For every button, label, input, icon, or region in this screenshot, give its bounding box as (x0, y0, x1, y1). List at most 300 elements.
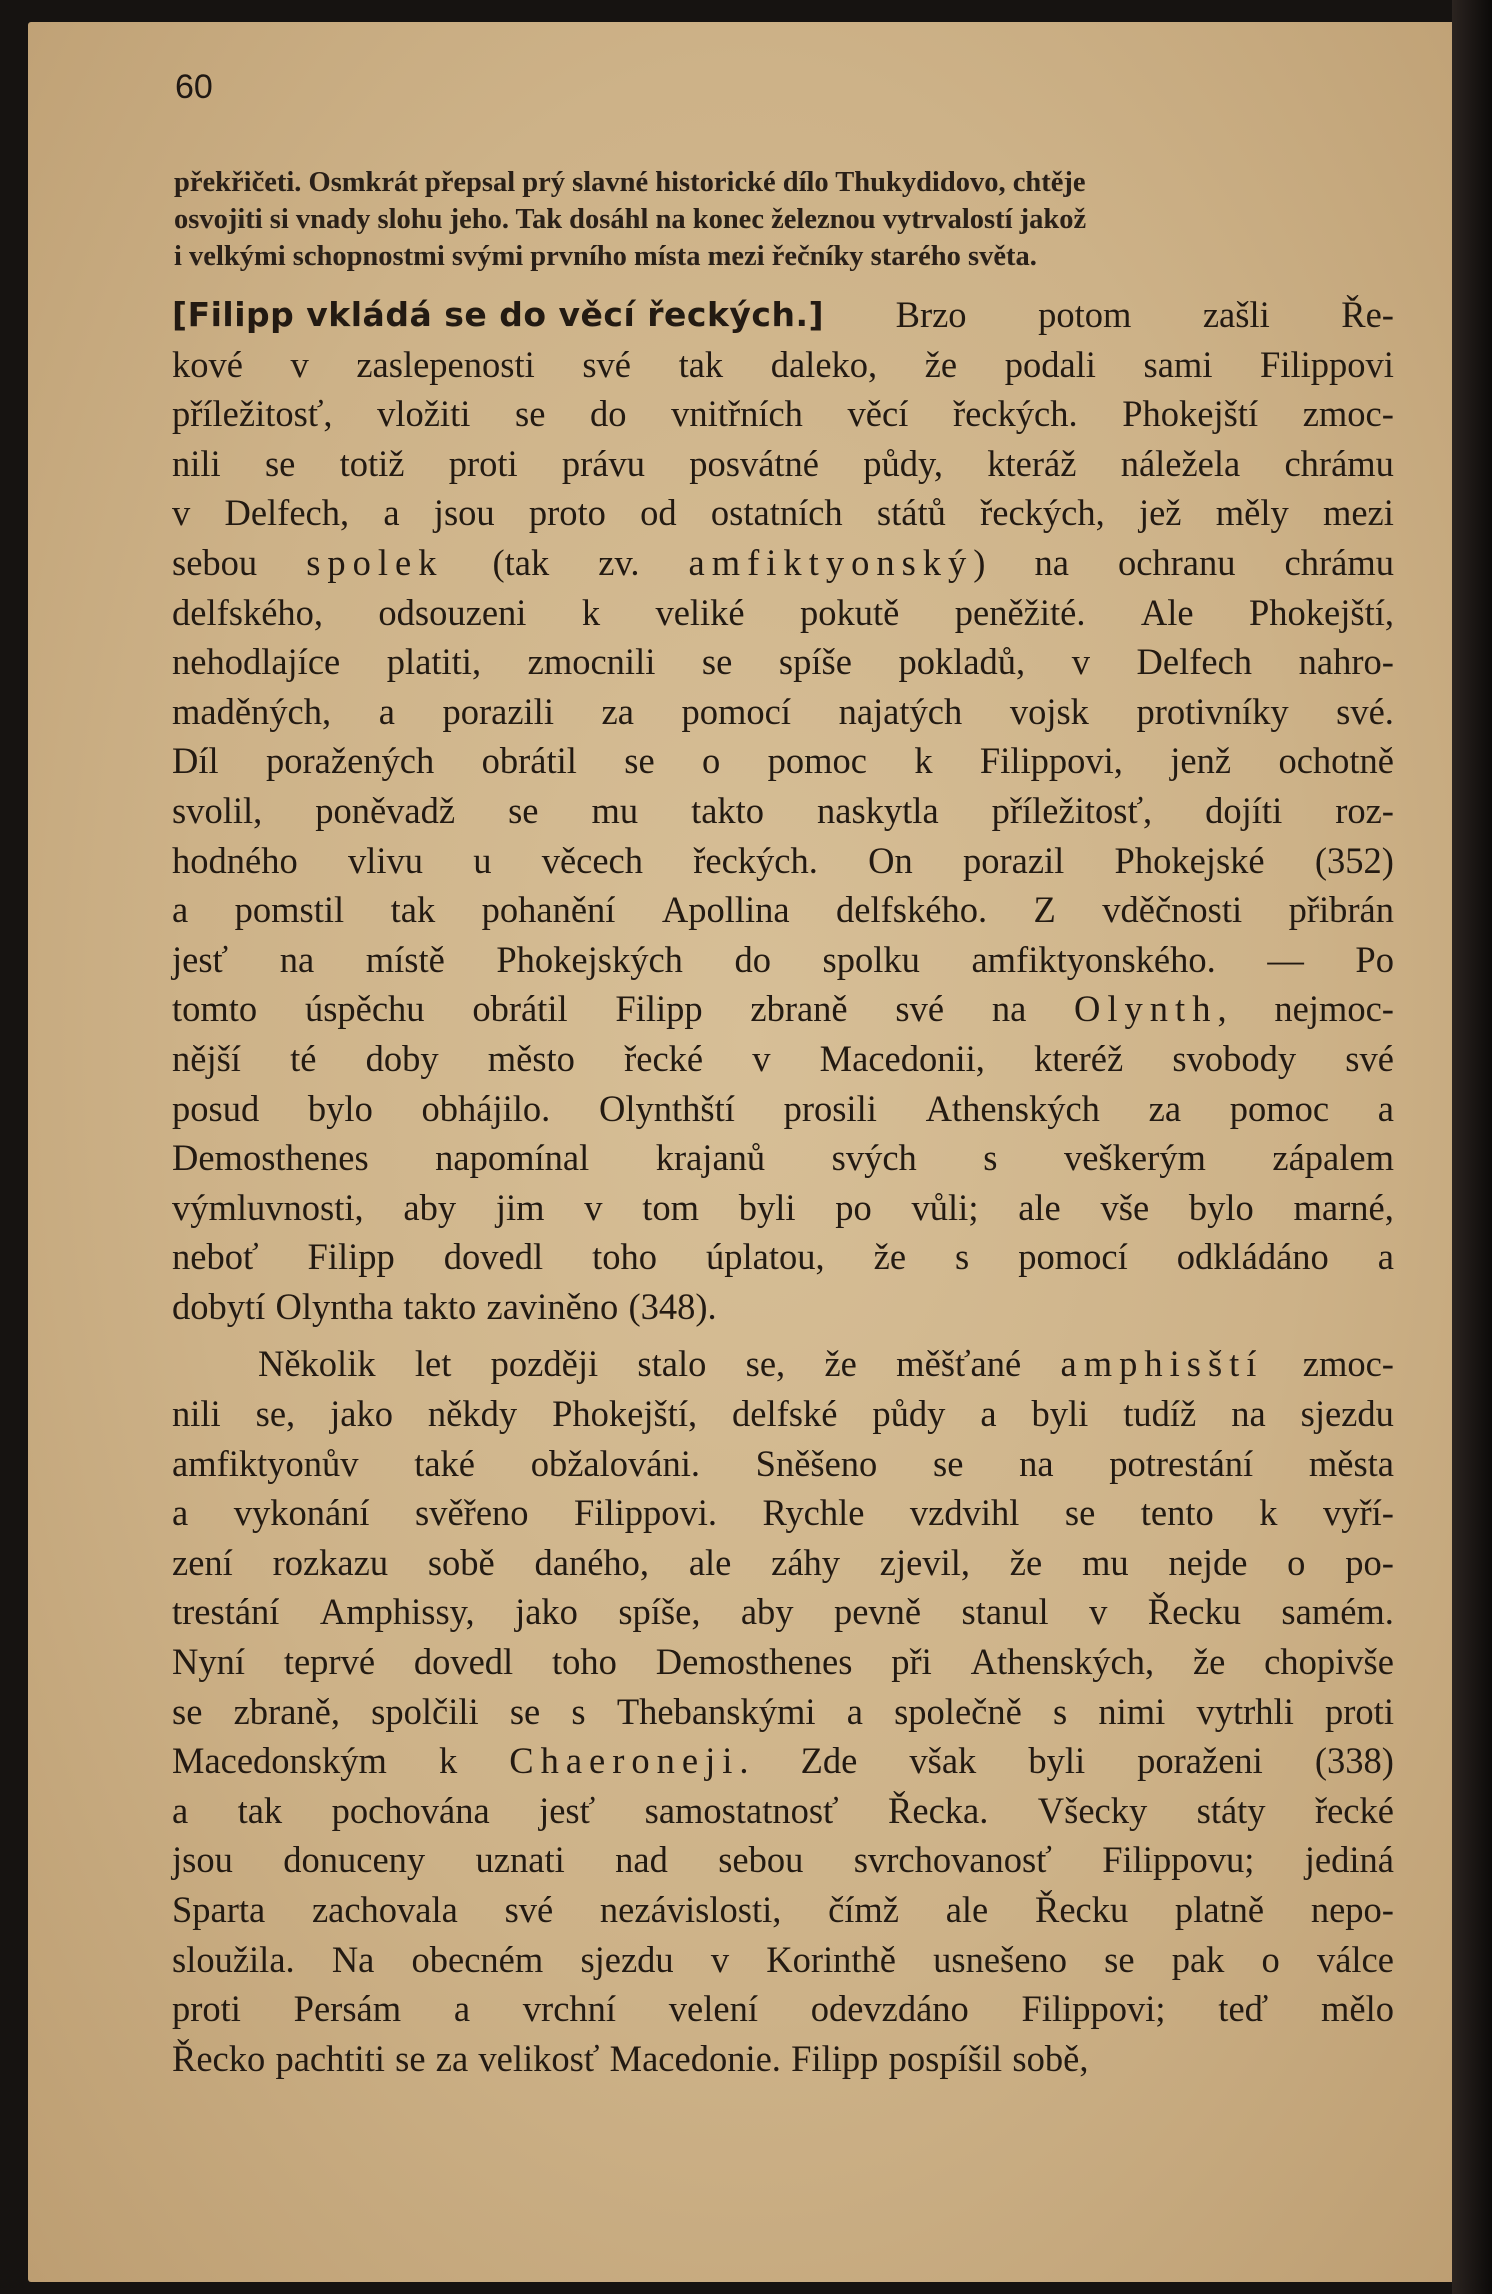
word: při (891, 1641, 932, 1683)
word: vlivu (347, 839, 423, 881)
word: spíše, (618, 1591, 701, 1633)
word: hodného (172, 839, 298, 881)
spaced-emphasis: amphisští (1060, 1343, 1264, 1385)
word: spolčili (371, 1690, 479, 1732)
text-line (172, 1389, 1394, 1439)
word: Phokejští (1122, 393, 1259, 435)
word: napomínal (435, 1137, 590, 1179)
word: Macedonii, (819, 1037, 985, 1079)
word: později (490, 1343, 599, 1385)
word: že (873, 1236, 907, 1278)
word: a (172, 1789, 189, 1831)
section-first-line (172, 290, 1394, 340)
word: byli (738, 1186, 796, 1228)
word: veškerým (1063, 1137, 1206, 1179)
word: pomocí (1018, 1236, 1128, 1278)
word: toho (552, 1641, 617, 1683)
word: zení (172, 1541, 233, 1583)
word: Amphissy, (319, 1591, 475, 1633)
word: samém. (1281, 1591, 1394, 1633)
word: obhájilo. (421, 1087, 551, 1129)
word: se (508, 789, 539, 831)
word: Phokejských (496, 938, 683, 980)
word: obrátil (472, 988, 568, 1030)
word: (338) (1314, 1740, 1394, 1782)
word: aby (740, 1591, 794, 1633)
word: někdy (427, 1393, 518, 1435)
word: Olynth, (1074, 988, 1227, 1030)
word: na (991, 988, 1027, 1030)
word: amfiktyonův (172, 1442, 359, 1484)
word: neboť (172, 1236, 259, 1278)
word: příležitosť, (172, 393, 333, 435)
word: zmocnili (527, 641, 656, 683)
word: (352) (1314, 839, 1394, 881)
word: že (824, 1343, 857, 1385)
word: jako (330, 1393, 393, 1435)
word: Řecku (1147, 1591, 1242, 1633)
section-heading: [Filipp vkládá se do věcí řeckých.] (172, 295, 825, 334)
word: kteráž (987, 442, 1077, 484)
word: vložiti (377, 393, 471, 435)
word: Brzo (895, 294, 967, 335)
word: daného, (534, 1541, 650, 1583)
word: a (1377, 1236, 1394, 1278)
word: obecném (411, 1938, 544, 1980)
text-line (172, 1538, 1394, 1588)
word: najatých (838, 690, 963, 732)
word: vše (1100, 1186, 1150, 1228)
word: dojíti (1205, 789, 1283, 831)
word: nili (172, 442, 221, 484)
word: naskytla (817, 789, 939, 831)
word: náležela (1120, 442, 1241, 484)
word: řeckých. (952, 393, 1078, 435)
word: vojsk (1009, 690, 1089, 732)
word: teprvé (283, 1641, 376, 1683)
spaced-emphasis: Olynth (1074, 988, 1218, 1030)
word: sjezdu (580, 1938, 674, 1980)
word: Filippovi. (574, 1492, 718, 1534)
word: vykonání (233, 1492, 370, 1534)
word: vůli; (911, 1186, 979, 1228)
word: v (1071, 641, 1090, 683)
word: své (582, 343, 631, 385)
word: se (264, 442, 296, 484)
word: se (933, 1442, 964, 1484)
word: o (1261, 1938, 1280, 1980)
word: se (172, 1690, 203, 1732)
word: Persám (293, 1988, 402, 2030)
word: a (383, 492, 400, 534)
word: a (453, 1988, 471, 2030)
word: měly (1215, 492, 1289, 534)
word: posud (172, 1087, 260, 1129)
word: pachtiti (275, 2037, 385, 2079)
word: do (734, 938, 771, 980)
word: na (1034, 541, 1069, 583)
word: pomocí (681, 690, 792, 732)
word: toho (592, 1236, 658, 1278)
word: přibrán (1288, 889, 1394, 931)
text-line (172, 836, 1394, 886)
word: svých (831, 1137, 917, 1179)
word: platně (1174, 1889, 1265, 1930)
word: na (279, 938, 315, 980)
text-line (172, 2034, 1394, 2084)
text-line (172, 1084, 1394, 1134)
word: chrámu (1284, 541, 1394, 583)
word: zmoc- (1302, 1343, 1394, 1385)
word: Macedonským (172, 1740, 387, 1782)
word: zbraně, (233, 1690, 340, 1732)
word: odsouzeni (378, 591, 527, 633)
word: se (1064, 1492, 1096, 1534)
word: své (1345, 1037, 1394, 1079)
word: město (487, 1037, 575, 1079)
word: pokladů, (898, 641, 1026, 683)
word: ale (945, 1889, 989, 1930)
word: Ře- (1341, 294, 1394, 335)
word: Ale (1140, 591, 1194, 633)
word: chopivše (1264, 1641, 1394, 1683)
word: řeckých. (693, 839, 818, 881)
word: států (876, 492, 946, 534)
word: byli (1028, 1740, 1086, 1782)
word: příležitosť, (991, 789, 1153, 831)
word: kové (172, 343, 243, 385)
text-line (172, 935, 1394, 985)
word: sebou (718, 1839, 804, 1881)
word: marné, (1293, 1186, 1394, 1228)
word: sebou (172, 541, 258, 583)
word: Na (331, 1938, 375, 1980)
word: jesť (539, 1789, 596, 1831)
word: že (1192, 1641, 1226, 1683)
word: nezávislosti, (599, 1889, 782, 1930)
text-line (172, 786, 1394, 836)
word: zachovala (311, 1889, 458, 1930)
word: a (172, 1492, 189, 1534)
word: Korinthě (766, 1938, 896, 1980)
text-line (172, 1835, 1394, 1885)
word: Všecky (1037, 1789, 1148, 1831)
word: Phokejští, (552, 1393, 698, 1435)
word: aby (403, 1186, 457, 1228)
word: pevně (833, 1591, 922, 1633)
word: po (835, 1186, 872, 1228)
word: Chaeroneji. (509, 1740, 749, 1782)
word: vzdvihl (909, 1492, 1020, 1534)
text-line (172, 488, 1394, 538)
word: ochotně (1278, 740, 1394, 782)
text-line (172, 736, 1394, 786)
word: spolku (822, 938, 920, 980)
word: jesť (172, 938, 229, 980)
footnote-line: osvojiti si vnady slohu jeho. Tak dosáhl na konec železnou vytrvalostí jakož (174, 204, 1087, 235)
word: se (509, 1690, 541, 1732)
word: spíše (778, 641, 852, 683)
word: Řecku (1034, 1889, 1129, 1930)
word: ale (1018, 1186, 1061, 1228)
word: zbraně (750, 988, 848, 1030)
word: svolil, (172, 789, 263, 831)
word: zjevil, (879, 1541, 970, 1583)
word: tak (237, 1789, 283, 1831)
word: (348). (628, 1285, 717, 1327)
word: své. (1336, 690, 1394, 732)
word: společně (894, 1690, 1022, 1732)
word: nepo- (1310, 1889, 1394, 1930)
word: usnešeno (933, 1938, 1067, 1980)
word: Díl (172, 740, 219, 782)
word: sobě (427, 1541, 495, 1583)
word: odevzdáno (810, 1988, 969, 2030)
word: veliké (655, 591, 745, 633)
word: města (1308, 1442, 1394, 1484)
word: se, (745, 1343, 786, 1385)
word: věcech (541, 839, 644, 881)
text-line (172, 1133, 1394, 1183)
text-line (172, 588, 1394, 638)
word: k (1259, 1492, 1278, 1534)
word: potom (1038, 294, 1132, 335)
word: Několik (258, 1343, 376, 1385)
word: jsou (433, 492, 495, 534)
word: Zde (800, 1740, 858, 1782)
word: za (435, 2037, 469, 2079)
word: takto (691, 789, 765, 831)
word: vyří- (1322, 1492, 1394, 1534)
word: porazili (442, 690, 554, 732)
word: jež (1138, 492, 1182, 534)
word: do (590, 393, 627, 435)
word: velení (668, 1988, 758, 2030)
word: sloužila. (172, 1938, 295, 1980)
word: posvátné (689, 442, 820, 484)
text-line (172, 1786, 1394, 1836)
word: ostatních (710, 492, 843, 534)
word: donuceny (283, 1839, 426, 1881)
word: ochranu (1117, 541, 1236, 583)
word: tudíž (1123, 1393, 1197, 1435)
word: jako (515, 1591, 578, 1633)
word: Filipp (615, 988, 703, 1030)
word: zaslepenosti (356, 343, 535, 385)
word: nahro- (1298, 641, 1394, 683)
text-line (172, 1034, 1394, 1084)
word: záhy (771, 1541, 841, 1583)
word: tento (1140, 1492, 1214, 1534)
word: dovedl (443, 1236, 544, 1278)
word: obrátil (481, 740, 577, 782)
text-line (172, 687, 1394, 737)
word: o (702, 740, 721, 782)
word: kteréž (1034, 1037, 1124, 1079)
word: delfského, (172, 591, 324, 633)
word: teď (1218, 1988, 1269, 2030)
word: byli (1031, 1393, 1089, 1435)
word: úplatou, (706, 1236, 825, 1278)
word: delfského. (836, 889, 988, 931)
word: ale (688, 1541, 732, 1583)
word: vděčnosti (1102, 889, 1243, 931)
word: tak (678, 343, 724, 385)
word: stanul (961, 1591, 1049, 1633)
word: bylo (1188, 1186, 1254, 1228)
text-line (172, 1183, 1394, 1233)
word: zápalem (1272, 1137, 1394, 1179)
word: nehodlajíce (172, 641, 341, 683)
word: svobody (1172, 1037, 1297, 1079)
word: že (924, 343, 958, 385)
word: jim (495, 1186, 545, 1228)
text-line (172, 1984, 1394, 2034)
word: poraženi (1137, 1740, 1263, 1782)
word: zmoc- (1302, 393, 1394, 435)
word: válce (1316, 1938, 1394, 1980)
word: půdy (872, 1393, 946, 1435)
word: mezi (1322, 492, 1394, 534)
word: od (640, 492, 677, 534)
word: sobě, (1012, 2037, 1089, 2079)
word: mu (591, 789, 639, 831)
text-line (172, 1488, 1394, 1538)
word: v (1089, 1591, 1108, 1633)
footnote-line: i velkými schopnostmi svými prvního místa mezi řečníky starého světa. (174, 241, 1037, 272)
word: řeckých, (980, 492, 1105, 534)
book-spine-shadow (1452, 0, 1492, 2294)
word: sami (1143, 343, 1213, 385)
word: však (909, 1740, 977, 1782)
word: se (1104, 1938, 1135, 1980)
word: peněžité. (954, 591, 1086, 633)
word: a (378, 690, 395, 732)
spaced-emphasis: Chaeroneji (509, 1740, 740, 1782)
word: Řecka. (888, 1789, 989, 1831)
word: u (473, 839, 492, 881)
word: v (172, 492, 191, 534)
word: a (980, 1393, 997, 1435)
word: mu (1081, 1541, 1129, 1583)
word: že (1009, 1541, 1043, 1583)
word: k (914, 740, 933, 782)
word: nimi (1098, 1690, 1166, 1732)
text-line (172, 1587, 1394, 1637)
word: s (955, 1236, 970, 1278)
word: půdy, (863, 442, 944, 484)
word: se, (255, 1393, 296, 1435)
word: tomto (172, 988, 258, 1030)
word: v (752, 1037, 771, 1079)
word: pak (1171, 1938, 1225, 1980)
word: Olynthští (598, 1087, 735, 1129)
word: nejmoc- (1274, 988, 1394, 1030)
word: samostatnosť (644, 1789, 839, 1831)
text-line (172, 637, 1394, 687)
word: velikosť (478, 2037, 600, 2079)
word: řecké (624, 1037, 704, 1079)
word: porazil (962, 839, 1065, 881)
text-line (172, 389, 1394, 439)
word: Řecko (172, 2037, 266, 2079)
word: nad (615, 1839, 668, 1881)
word: uznati (475, 1839, 565, 1881)
word: rozkazu (272, 1541, 389, 1583)
word: proto (528, 492, 606, 534)
text-line (172, 885, 1394, 935)
word: trestání (172, 1591, 280, 1633)
page-number: 60 (175, 68, 213, 106)
word: bylo (307, 1087, 373, 1129)
word (306, 538, 443, 588)
word: Phokejské (1114, 839, 1265, 881)
word: a (846, 1690, 863, 1732)
word: za (601, 690, 634, 732)
word: proti (448, 442, 518, 484)
text-line (172, 1282, 1394, 1332)
word: krajanů (655, 1137, 766, 1179)
word: Delfech (1136, 641, 1253, 683)
word: v (290, 343, 309, 385)
word: Z (1033, 889, 1056, 931)
word: místě (365, 938, 445, 980)
word: poněvadž (315, 789, 456, 831)
word: Rychle (762, 1492, 865, 1534)
word: zv. (598, 541, 640, 583)
text-line (172, 1339, 1394, 1389)
word: se (515, 393, 546, 435)
word: Nyní (172, 1641, 245, 1683)
word: Filippovi; (1021, 1988, 1166, 2030)
word: nější (172, 1037, 241, 1079)
word (1061, 1339, 1264, 1389)
word: se (624, 740, 655, 782)
word: dobytí (172, 1285, 266, 1327)
word: s (571, 1690, 586, 1732)
word: obžalováni. (530, 1442, 700, 1484)
word: potrestání (1109, 1442, 1254, 1484)
word: svěřeno (415, 1492, 529, 1534)
word: s (1052, 1690, 1068, 1732)
word: podali (1004, 343, 1096, 385)
word: nejde (1168, 1541, 1248, 1583)
word: vytrhli (1196, 1690, 1294, 1732)
word: Athenských, (970, 1641, 1155, 1683)
word: v (584, 1186, 603, 1228)
text-line (172, 538, 1394, 588)
word: takto (403, 1285, 477, 1327)
word: za (1148, 1087, 1182, 1129)
text-line (172, 1439, 1394, 1489)
word: pokutě (800, 591, 900, 633)
word: Filippovi (1260, 343, 1394, 385)
word: jsou (172, 1839, 233, 1881)
footnote-line: překřičeti. Osmkrát přepsal prý slavné historické dílo Thukydidovo, chtěje (174, 167, 1086, 198)
word: tak (390, 889, 436, 931)
main-text-block (172, 290, 1394, 2083)
word: mělo (1320, 1988, 1394, 2030)
word: let (414, 1343, 452, 1385)
word: pomoc (1229, 1087, 1330, 1129)
word: chrámu (1284, 442, 1394, 484)
word: doby (365, 1037, 439, 1079)
text-line (172, 1885, 1394, 1935)
footnote-block (174, 164, 1392, 275)
word: se (395, 2037, 426, 2079)
text-line (172, 340, 1394, 390)
word: Sněšeno (755, 1442, 878, 1484)
